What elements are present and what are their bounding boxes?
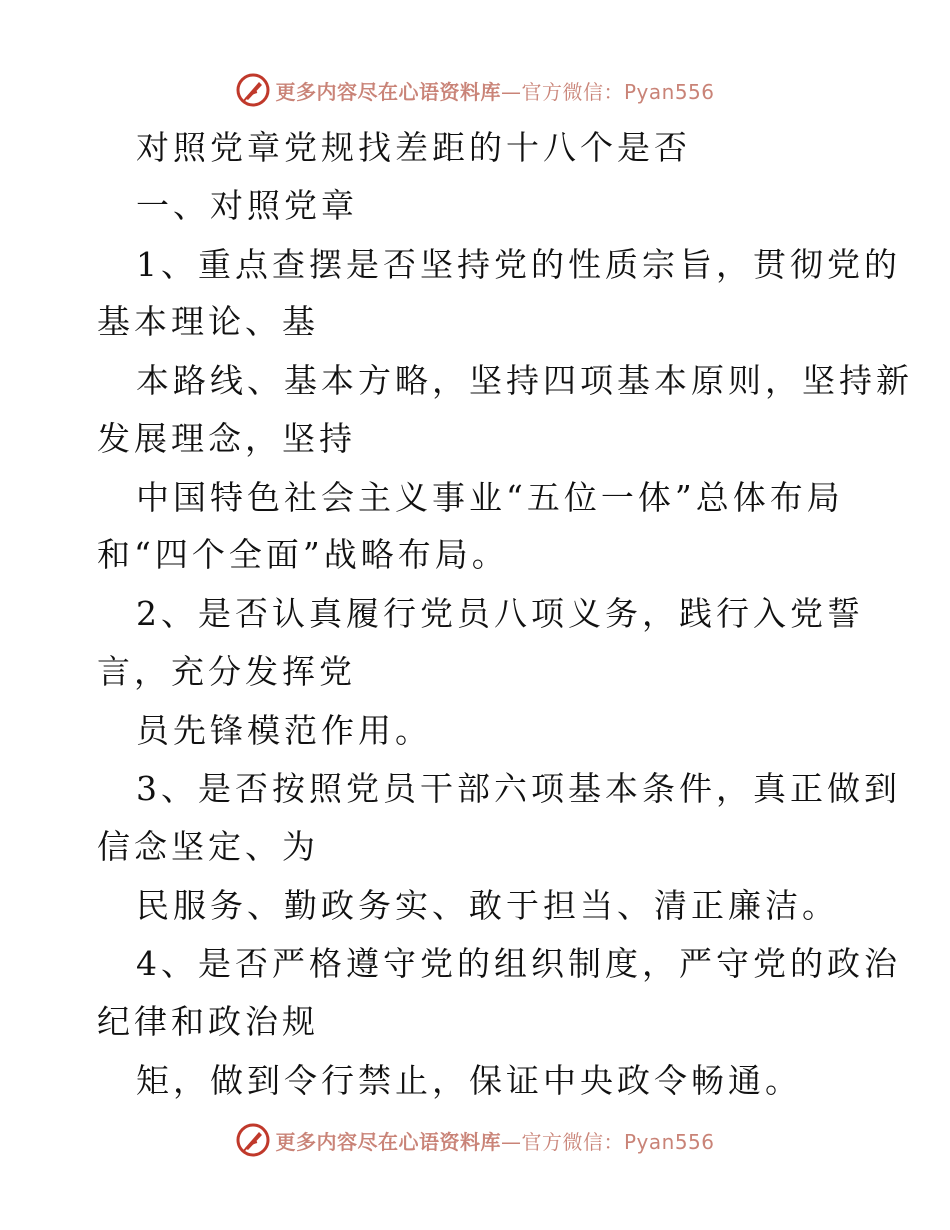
quill-logo-icon: [235, 72, 271, 108]
paragraph-line: 言，充分发挥党: [97, 652, 356, 691]
watermark-id: Pyan556: [623, 1129, 715, 1154]
paragraph-line: 和“四个全面”战略布局。: [97, 535, 509, 574]
paragraph-line: 中国特色社会主义事业“五位一体”总体布局: [136, 478, 844, 517]
paragraph-line: 3、是否按照党员干部六项基本条件，真正做到: [136, 769, 901, 808]
paragraph-line: 发展理念，坚持: [97, 419, 356, 458]
footer-watermark: [0, 1120, 950, 1160]
watermark-cn-text: 更多内容尽在心语资料库: [275, 79, 501, 104]
paragraph-line: 本路线、基本方略，坚持四项基本原则，坚持新: [136, 361, 913, 400]
watermark-label: 官方微信：: [521, 1129, 624, 1154]
watermark-text: [275, 76, 714, 105]
watermark-dash: —: [500, 1129, 522, 1154]
watermark-text: [275, 1126, 714, 1155]
watermark-cn-text: 更多内容尽在心语资料库: [275, 1129, 501, 1154]
watermark-id: Pyan556: [623, 79, 715, 104]
paragraph-line: 信念坚定、为: [97, 827, 319, 866]
paragraph-line: 1、重点查摆是否坚持党的性质宗旨，贯彻党的: [136, 245, 901, 284]
paragraph-line: 矩，做到令行禁止，保证中央政令畅通。: [136, 1061, 802, 1100]
quill-logo-icon: [235, 1122, 271, 1158]
watermark-dash: —: [500, 79, 522, 104]
paragraph-line: 2、是否认真履行党员八项义务，践行入党誓: [136, 594, 864, 633]
paragraph-line: 民服务、勤政务实、敢于担当、清正廉洁。: [136, 886, 839, 925]
paragraph-line: 4、是否严格遵守党的组织制度，严守党的政治: [136, 944, 901, 983]
paragraph-line: 纪律和政治规: [97, 1002, 319, 1041]
document-title: 对照党章党规找差距的十八个是否: [136, 128, 691, 167]
paragraph-line: 基本理论、基: [97, 302, 319, 341]
watermark-label: 官方微信：: [521, 79, 624, 104]
section-heading: 一、对照党章: [136, 186, 358, 225]
header-watermark: [0, 70, 950, 110]
paragraph-line: 员先锋模范作用。: [136, 711, 432, 750]
